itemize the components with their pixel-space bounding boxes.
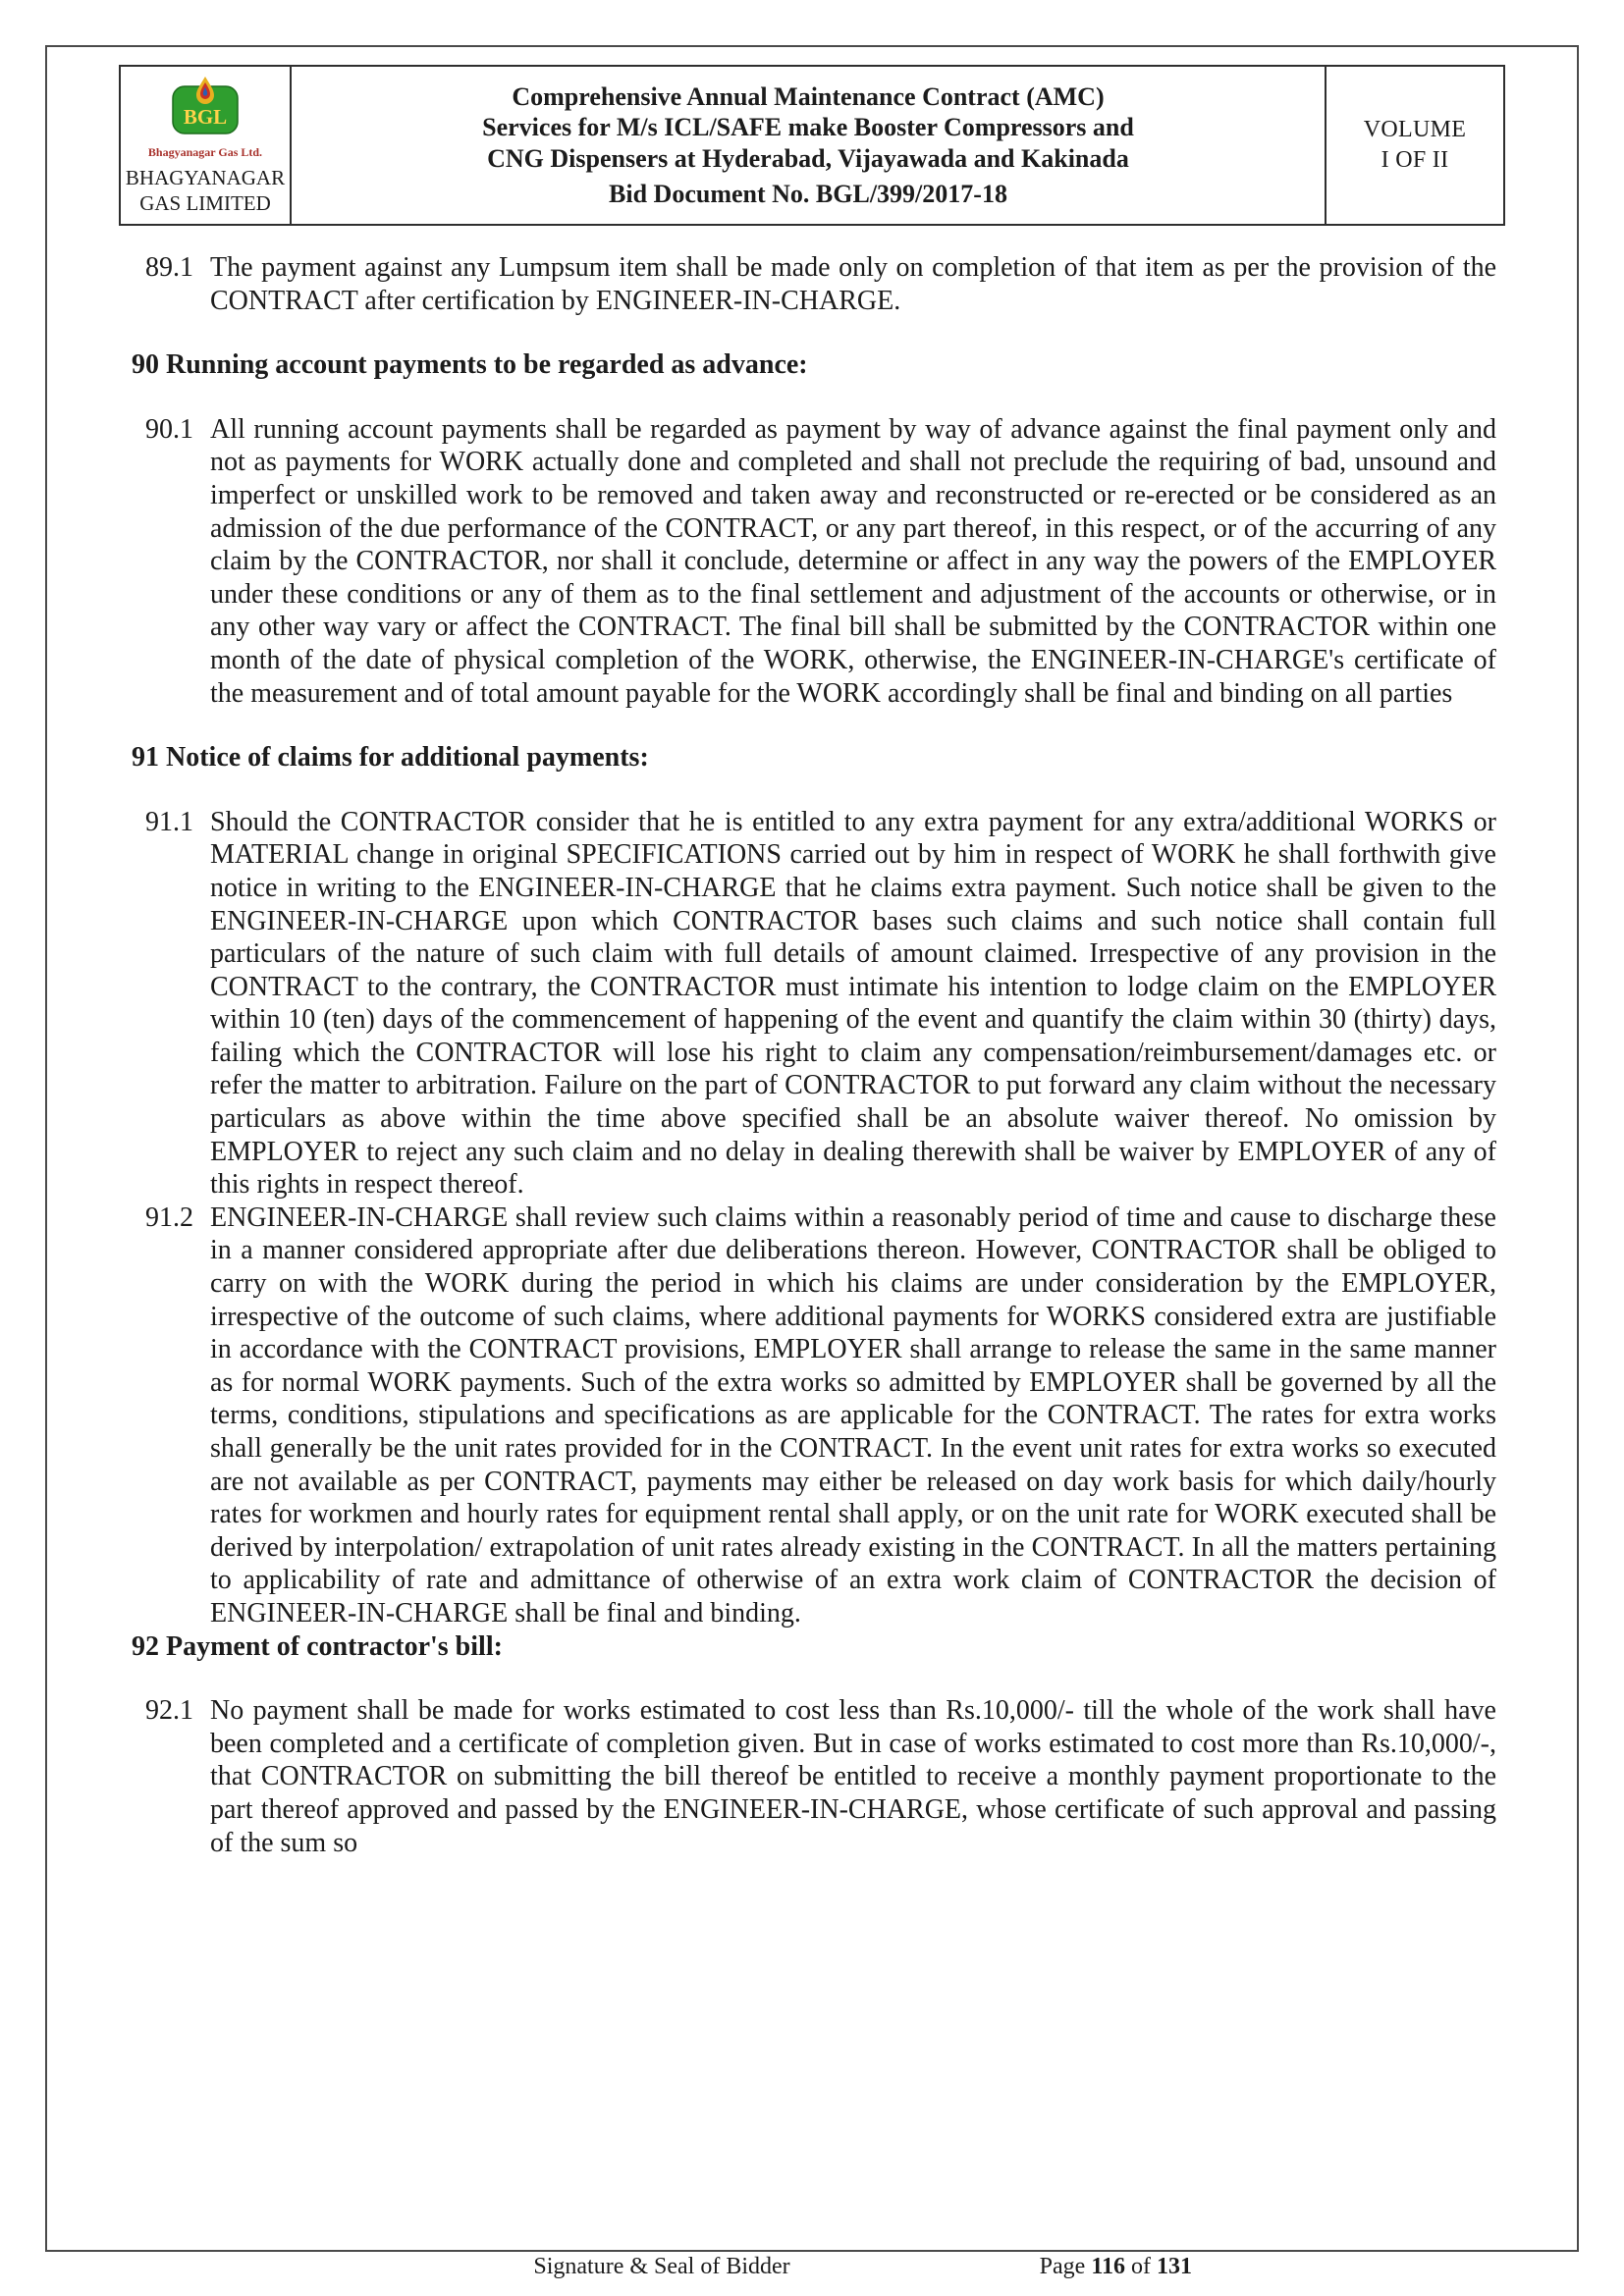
current-page-number: 116 [1091,2254,1125,2279]
header-title-cell [290,67,1325,224]
header-logo-cell [121,67,290,224]
page-word: Page [1039,2254,1086,2279]
clause-text: The payment against any Lumpsum item shall be made only on completion of that item as per the provision of the CONTRACT after certification by ENGINEER-IN-CHARGE. [210,252,1496,316]
logo-monogram: BGL [183,105,228,129]
volume-label-line2: I OF II [1380,147,1449,174]
clause-number: 90.1 [145,413,193,445]
clause-text: No payment shall be made for works estimated to cost less than Rs.10,000/- till the whole of the work shall have been completed and a certificate of completion given. But in case of works estimated to cost more than Rs.10,000/-, that CONTRACTOR on submitting the bill thereof be entitled to receive a monthly payment proportionate to the part thereof approved and passed by the ENGINEER-IN-CHARGE, whose certificate of such approval and passing of the sum so [210,1695,1496,1858]
company-name: BHAGYANAGAR GAS LIMITED [125,166,286,215]
clause-number: 91.2 [145,1201,193,1233]
clause-number: 92.1 [145,1695,193,1727]
document-header [119,65,1505,226]
document-title: Comprehensive Annual Maintenance Contract (AMC) Services for M/s ICL/SAFE make Booster Compressors and CNG Dispensers at Hyderabad, Vijayawada and Kakinada [482,82,1134,173]
clause [145,251,1496,317]
section-heading: 90 Running account payments to be regarded as advance: [132,349,808,381]
page-footer [132,2254,1192,2289]
clause-text: All running account payments shall be regarded as payment by way of advance against the final payment only and not as payments for WORK actually done and completed and shall not preclude the requiring of bad, unsound and imperfect or unskilled work to be removed and taken away and reconstructed or re-erected or be considered as an admission of the due performance of the CONTRACT, or any part thereof, in this respect, or of the accurring of any claim by the CONTRACTOR, nor shall it conclude, determine or affect in any way the powers of the EMPLOYER under these conditions or any of them as to the final settlement and adjustment of the accounts or otherwise, or in any other way vary or affect the CONTRACT. The final bill shall be submitted by the CONTRACTOR within one month of the date of physical completion of the WORK, otherwise, the ENGINEER-IN-CHARGE's certificate of the measurement and of total amount payable for the WORK accordingly shall be final and binding on all parties [210,413,1496,709]
clause [145,1694,1496,1859]
logo-caption: Bhagyanagar Gas Ltd. [147,145,263,159]
clause [145,413,1496,710]
of-word: of [1131,2254,1151,2279]
clause-text: ENGINEER-IN-CHARGE shall review such claims within a reasonably period of time and cause to discharge these in a manner considered appropriate after due deliberations thereon. However, CONTRACTOR shall be obliged to carry on with the WORK during the period in which his claims are under consideration by the EMPLOYER, irrespective of the outcome of such claims, where additional payments for WORKS considered extra are justifiable in accordance with the CONTRACT provisions, EMPLOYER shall arrange to release the same in the same manner as for normal WORK payments. Such of the extra works so admitted by EMPLOYER shall be governed by all the terms, conditions, stipulations and specifications as are applicable for the CONTRACT. The rates for extra works shall generally be the unit rates provided for in the CONTRACT. In the event unit rates for extra works so executed are not available as per CONTRACT, payments may either be released on day work basis for which daily/hourly rates for workmen and hourly rates for equipment rental shall apply, or on the unit rate for WORK executed shall be derived by interpolation/ extrapolation of unit rates already existing in the CONTRACT. In all the matters pertaining to applicability of rate and admittance of otherwise of an extra work claim of CONTRACTOR the decision of ENGINEER-IN-CHARGE shall be final and binding. [210,1201,1496,1629]
clause-number: 89.1 [145,252,193,283]
clause [145,1201,1496,1630]
company-logo-icon [166,75,244,144]
volume-cell [1325,67,1503,224]
clause [145,806,1496,1201]
page-number-indicator [1040,2254,1192,2280]
volume-label-line1: VOLUME [1363,116,1467,142]
total-page-count: 131 [1157,2254,1192,2279]
bid-document-number: Bid Document No. BGL/399/2017-18 [609,179,1007,208]
signature-seal-label: Signature & Seal of Bidder [533,2254,790,2279]
section-heading: 92 Payment of contractor's bill: [132,1630,503,1662]
clause-text: Should the CONTRACTOR consider that he is entitled to any extra payment for any extra/additional WORKS or MATERIAL change in original SPECIFICATIONS carried out by him in respect of WORK he shall forthwith give notice in writing to the ENGINEER-IN-CHARGE that he claims extra payment. Such notice shall be given to the ENGINEER-IN-CHARGE upon which CONTRACTOR bases such claims and such notice shall contain full particulars of the nature of such claim with full details of amount claimed. Irrespective of any provision in the CONTRACT to the contrary, the CONTRACTOR must intimate his intention to lodge claim on the EMPLOYER within 10 (ten) days of the commencement of happening of the event and quantify the claim within 30 (thirty) days, failing which the CONTRACTOR will lose his right to claim any compensation/reimbursement/damages etc. or refer the matter to arbitration. Failure on the part of CONTRACTOR to put forward any claim without the necessary particulars as above within the time above specified shall be an absolute waiver thereof. No omission by EMPLOYER to reject any such claim and no delay in dealing therewith shall be waiver by EMPLOYER of any of this rights in respect thereof. [210,806,1496,1201]
content-blocks [132,251,1496,1859]
section-heading: 91 Notice of claims for additional payments: [132,742,649,774]
clause-number: 91.1 [145,806,193,837]
